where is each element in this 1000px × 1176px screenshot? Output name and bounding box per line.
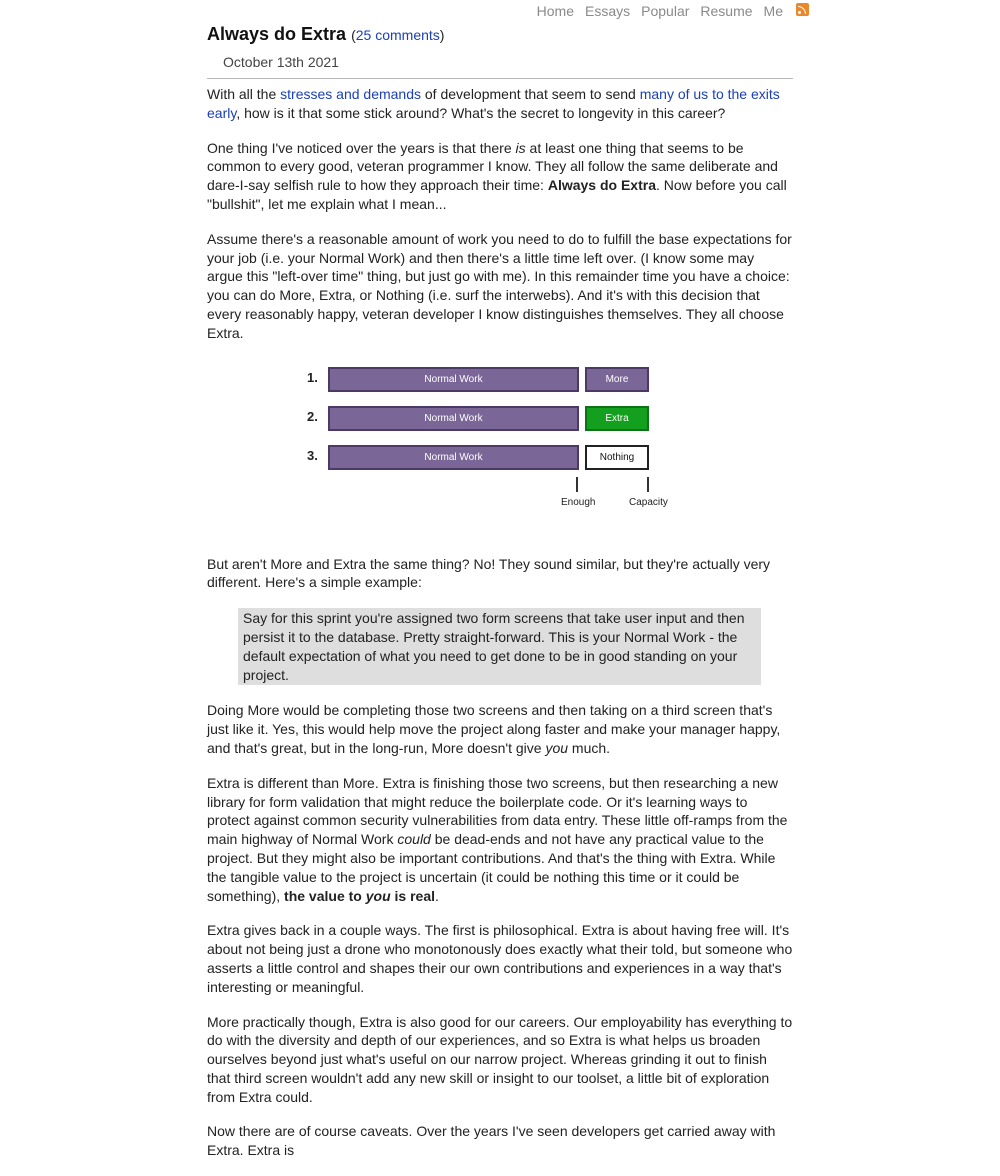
extra-bar: Extra — [585, 406, 649, 431]
comments-link[interactable]: 25 comments — [355, 27, 440, 43]
paragraph-question: But aren't More and Extra the same thing? No! They sound similar, but they're actually very different. Here's a simple example: — [207, 555, 771, 591]
row-number: 3. — [307, 447, 318, 463]
row-number: 1. — [307, 369, 318, 385]
exits-early-link[interactable]: many of us to the exits early — [207, 86, 780, 121]
paragraph-extra: Extra is different than More. Extra is finishing those two screens, but then researching a new library for form validation that might reduce the boilerplate code. Or it's learning ways to protect against common security vulnerabilities from data entry. These little off-ramps from the main highway of Normal Work could be dead-ends and not have any practical value to the project. But they might also be important contributions. And that's the thing with Extra. While the tangible value to the project is uncertain (it could be nothing this time or it could be something), the value to you is real. — [207, 774, 788, 904]
paragraph-more: Doing More would be completing those two screens and then taking on a third screen that's just like it. Yes, this would help move the project along faster and make your manager happy, and that's great, but in the long-run, More doesn't give you much. — [207, 702, 781, 756]
paragraph-intro: With all the stresses and demands of development that seem to send many of us to the exits early, how is it that some stick around? What's the secret to longevity in this career? — [207, 86, 780, 121]
enough-label: Enough — [561, 496, 596, 508]
nav-home-link[interactable]: Home — [536, 3, 575, 19]
normal-work-bar: Normal Work — [328, 367, 579, 392]
normal-work-bar: Normal Work — [328, 445, 579, 470]
paragraph-caveats: Now there are of course caveats. Over the years I've seen developers get carried away with Extra. Extra is — [207, 1123, 776, 1159]
example-quote: Say for this sprint you're assigned two form screens that take user input and then persist it to the database. Pretty straight-forward. This is your Normal Work - the default expectation of what you need to get done to be in good standing on your project. — [238, 608, 761, 685]
nothing-bar: Nothing — [585, 445, 649, 470]
stresses-link[interactable]: stresses and demands — [280, 86, 421, 102]
capacity-marker — [647, 477, 649, 492]
enough-marker — [576, 477, 578, 492]
paragraph-rule: One thing I've noticed over the years is that there is at least one thing that seems to be common to every good, veteran programmer I know. They all follow the same deliberate and dare-I-say selfish rule to how they approach their time: Always do Extra. Now before you call "bullshit", let me explain what I mean... — [207, 139, 787, 212]
time-allocation-figure — [207, 359, 793, 535]
paragraph-choice: Assume there's a reasonable amount of work you need to do to fulfill the base expectations for your job (i.e. your Normal Work) and then there's a little time left over. (I know some may argue this "left-over time" thing, but just go with me). In this remainder time you have a choice: you can do More, Extra, or Nothing (i.e. surf the interwebs). And it's with this decision that every reasonably happy, veteran developer I know distinguishes themselves. They all choose Extra. — [207, 230, 792, 341]
normal-work-bar: Normal Work — [328, 406, 579, 431]
row-number: 2. — [307, 408, 318, 424]
nav-essays-link[interactable]: Essays — [585, 3, 631, 19]
title-divider — [207, 78, 793, 79]
nav-resume-link[interactable]: Resume — [700, 3, 753, 19]
comments-count: (25 comments) — [351, 27, 445, 43]
paragraph-careers: More practically though, Extra is also good for our careers. Our employability has everything to do with the diversity and depth of our experiences, and so Extra is what helps us broaden ourselves beyond just what's useful on our narrow project. Whereas grinding it out to finish that third screen wouldn't add any new skill or insight to our toolset, a little bit of exploration from Extra could. — [207, 1013, 793, 1105]
nav-popular-link[interactable]: Popular — [641, 3, 690, 19]
nav-me-link[interactable]: Me — [763, 3, 783, 19]
figure-row-extra — [207, 406, 793, 431]
article-title: Always do Extra — [207, 24, 347, 44]
capacity-label: Capacity — [629, 496, 668, 508]
article-date: October 13th 2021 — [223, 54, 339, 70]
figure-row-nothing — [207, 445, 793, 470]
more-bar: More — [585, 367, 649, 392]
article — [207, 22, 793, 1176]
paragraph-philosophical: Extra gives back in a couple ways. The first is philosophical. Extra is about having free will. It's about not being just a drone who monotonously does exactly what their told, but someone who asserts a little control and shapes their our own contributions and experiences in a way that's interesting or meaningful. — [207, 922, 793, 995]
top-nav — [537, 3, 809, 19]
rss-feed-icon[interactable] — [796, 3, 809, 16]
article-header — [207, 22, 793, 47]
figure-row-more — [207, 367, 793, 392]
